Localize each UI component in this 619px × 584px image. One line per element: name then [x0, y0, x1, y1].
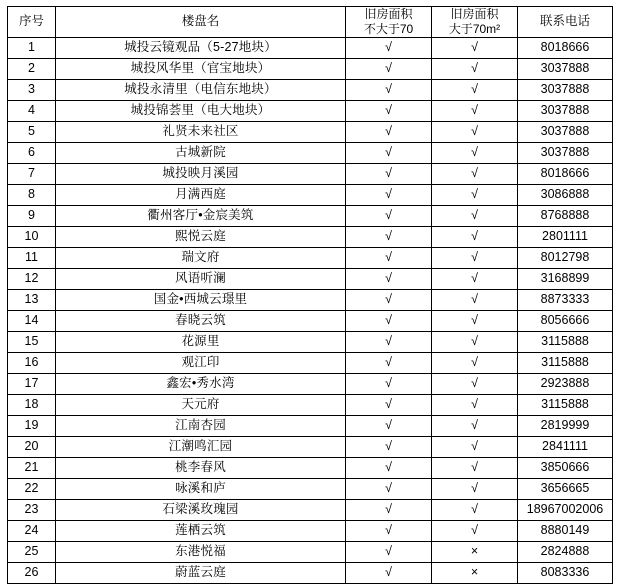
table-body	[8, 38, 613, 584]
cell-no: 16	[8, 353, 56, 374]
cell-no: 22	[8, 479, 56, 500]
table-row	[8, 353, 613, 374]
column-header-area-gt70	[432, 7, 518, 38]
cell-no: 13	[8, 290, 56, 311]
cell-name: 城投永清里（电信东地块）	[56, 80, 346, 101]
column-header-area-le70	[346, 7, 432, 38]
cell-area-le70: √	[346, 80, 432, 101]
cell-area-le70: √	[346, 227, 432, 248]
cell-area-gt70: √	[432, 395, 518, 416]
cell-no: 15	[8, 332, 56, 353]
table-row	[8, 227, 613, 248]
cell-name: 莲栖云筑	[56, 521, 346, 542]
cell-phone: 3115888	[518, 332, 613, 353]
cell-area-gt70: √	[432, 353, 518, 374]
cell-phone: 18967002006	[518, 500, 613, 521]
cell-area-le70: √	[346, 563, 432, 584]
cell-name: 花源里	[56, 332, 346, 353]
cell-area-le70: √	[346, 206, 432, 227]
cell-area-gt70: √	[432, 500, 518, 521]
cell-area-gt70: √	[432, 311, 518, 332]
table-row	[8, 395, 613, 416]
cell-phone: 8012798	[518, 248, 613, 269]
cell-no: 4	[8, 101, 56, 122]
cell-no: 25	[8, 542, 56, 563]
cell-no: 24	[8, 521, 56, 542]
cell-area-le70: √	[346, 479, 432, 500]
cell-name: 江南杏园	[56, 416, 346, 437]
cell-name: 城投云镜观品（5-27地块）	[56, 38, 346, 59]
cell-phone: 3086888	[518, 185, 613, 206]
cell-name: 风语听澜	[56, 269, 346, 290]
cell-area-gt70: ×	[432, 563, 518, 584]
cell-area-le70: √	[346, 332, 432, 353]
cell-phone: 8880149	[518, 521, 613, 542]
cell-area-le70: √	[346, 311, 432, 332]
cell-area-le70: √	[346, 353, 432, 374]
cell-phone: 3850666	[518, 458, 613, 479]
cell-area-gt70: √	[432, 164, 518, 185]
cell-phone: 2923888	[518, 374, 613, 395]
table-row	[8, 458, 613, 479]
cell-name: 熙悦云庭	[56, 227, 346, 248]
cell-name: 观江印	[56, 353, 346, 374]
cell-no: 17	[8, 374, 56, 395]
cell-name: 蔚蓝云庭	[56, 563, 346, 584]
cell-name: 东港悦福	[56, 542, 346, 563]
cell-phone: 3656665	[518, 479, 613, 500]
cell-name: 国金•西城云璟里	[56, 290, 346, 311]
cell-phone: 2824888	[518, 542, 613, 563]
cell-name: 瑞文府	[56, 248, 346, 269]
table-row	[8, 542, 613, 563]
cell-name: 桃李春风	[56, 458, 346, 479]
cell-phone: 8018666	[518, 164, 613, 185]
column-header-area-le70-line1: 旧房面积	[364, 7, 413, 21]
cell-area-gt70: √	[432, 332, 518, 353]
cell-area-gt70: √	[432, 122, 518, 143]
cell-phone: 2841111	[518, 437, 613, 458]
cell-name: 城投锦荟里（电大地块）	[56, 101, 346, 122]
cell-area-le70: √	[346, 248, 432, 269]
cell-area-le70: √	[346, 395, 432, 416]
cell-name: 咏溪和庐	[56, 479, 346, 500]
table-row	[8, 164, 613, 185]
table-row	[8, 206, 613, 227]
cell-area-gt70: √	[432, 38, 518, 59]
cell-area-le70: √	[346, 185, 432, 206]
table-row	[8, 101, 613, 122]
table-row	[8, 416, 613, 437]
cell-no: 20	[8, 437, 56, 458]
cell-phone: 3037888	[518, 59, 613, 80]
cell-phone: 2801111	[518, 227, 613, 248]
cell-no: 5	[8, 122, 56, 143]
cell-area-gt70: √	[432, 248, 518, 269]
cell-area-le70: √	[346, 59, 432, 80]
table-row	[8, 59, 613, 80]
cell-no: 7	[8, 164, 56, 185]
cell-area-gt70: √	[432, 521, 518, 542]
cell-no: 11	[8, 248, 56, 269]
cell-area-gt70: √	[432, 185, 518, 206]
cell-no: 3	[8, 80, 56, 101]
cell-area-le70: √	[346, 521, 432, 542]
column-header-name: 楼盘名	[56, 7, 346, 38]
table-row	[8, 185, 613, 206]
cell-name: 衢州客厅•金宸美筑	[56, 206, 346, 227]
cell-phone: 3037888	[518, 143, 613, 164]
cell-area-gt70: √	[432, 80, 518, 101]
cell-area-le70: √	[346, 38, 432, 59]
cell-area-gt70: √	[432, 437, 518, 458]
cell-area-gt70: √	[432, 143, 518, 164]
cell-phone: 8083336	[518, 563, 613, 584]
cell-phone: 8873333	[518, 290, 613, 311]
cell-phone: 3037888	[518, 122, 613, 143]
cell-area-gt70: √	[432, 269, 518, 290]
cell-name: 古城新院	[56, 143, 346, 164]
table-row	[8, 437, 613, 458]
cell-no: 1	[8, 38, 56, 59]
cell-area-gt70: √	[432, 458, 518, 479]
cell-phone: 3168899	[518, 269, 613, 290]
cell-area-le70: √	[346, 542, 432, 563]
cell-no: 12	[8, 269, 56, 290]
cell-phone: 8018666	[518, 38, 613, 59]
cell-name: 石梁溪玫瑰园	[56, 500, 346, 521]
cell-name: 城投风华里（官宝地块）	[56, 59, 346, 80]
column-header-area-gt70-line2: 大于70m²	[448, 22, 501, 36]
cell-phone: 8768888	[518, 206, 613, 227]
cell-area-le70: √	[346, 122, 432, 143]
column-header-phone: 联系电话	[518, 7, 613, 38]
cell-phone: 3037888	[518, 80, 613, 101]
cell-area-le70: √	[346, 374, 432, 395]
table-header-row	[8, 7, 613, 38]
cell-area-le70: √	[346, 290, 432, 311]
cell-area-le70: √	[346, 101, 432, 122]
cell-area-gt70: √	[432, 206, 518, 227]
table-row	[8, 563, 613, 584]
cell-area-gt70: √	[432, 227, 518, 248]
table-row	[8, 500, 613, 521]
cell-area-le70: √	[346, 164, 432, 185]
cell-no: 10	[8, 227, 56, 248]
cell-area-le70: √	[346, 143, 432, 164]
table-row	[8, 332, 613, 353]
table-row	[8, 38, 613, 59]
table-row	[8, 374, 613, 395]
cell-no: 2	[8, 59, 56, 80]
property-listing-table	[7, 6, 613, 584]
cell-area-gt70: √	[432, 479, 518, 500]
cell-no: 9	[8, 206, 56, 227]
cell-no: 19	[8, 416, 56, 437]
cell-name: 礼贤未来社区	[56, 122, 346, 143]
cell-no: 21	[8, 458, 56, 479]
column-header-no: 序号	[8, 7, 56, 38]
cell-area-le70: √	[346, 437, 432, 458]
table-row	[8, 269, 613, 290]
cell-area-le70: √	[346, 416, 432, 437]
cell-no: 18	[8, 395, 56, 416]
table-row	[8, 122, 613, 143]
cell-name: 鑫宏•秀水湾	[56, 374, 346, 395]
table-row	[8, 311, 613, 332]
cell-area-gt70: √	[432, 290, 518, 311]
cell-no: 6	[8, 143, 56, 164]
cell-no: 26	[8, 563, 56, 584]
table-row	[8, 479, 613, 500]
cell-area-gt70: √	[432, 416, 518, 437]
table-row	[8, 143, 613, 164]
cell-area-le70: √	[346, 500, 432, 521]
table-row	[8, 248, 613, 269]
cell-name: 江潮鸣汇园	[56, 437, 346, 458]
cell-phone: 8056666	[518, 311, 613, 332]
cell-name: 月满西庭	[56, 185, 346, 206]
column-header-area-le70-line2: 不大于70	[363, 22, 414, 36]
cell-area-gt70: ×	[432, 542, 518, 563]
cell-name: 天元府	[56, 395, 346, 416]
cell-area-le70: √	[346, 458, 432, 479]
cell-area-le70: √	[346, 269, 432, 290]
cell-phone: 2819999	[518, 416, 613, 437]
cell-phone: 3115888	[518, 353, 613, 374]
cell-no: 23	[8, 500, 56, 521]
cell-area-gt70: √	[432, 101, 518, 122]
cell-phone: 3115888	[518, 395, 613, 416]
table-row	[8, 80, 613, 101]
table-row	[8, 521, 613, 542]
cell-name: 城投映月溪园	[56, 164, 346, 185]
cell-area-gt70: √	[432, 59, 518, 80]
cell-phone: 3037888	[518, 101, 613, 122]
table-row	[8, 290, 613, 311]
cell-no: 14	[8, 311, 56, 332]
cell-no: 8	[8, 185, 56, 206]
column-header-area-gt70-line1: 旧房面积	[450, 7, 499, 21]
cell-name: 春晓云筑	[56, 311, 346, 332]
cell-area-gt70: √	[432, 374, 518, 395]
